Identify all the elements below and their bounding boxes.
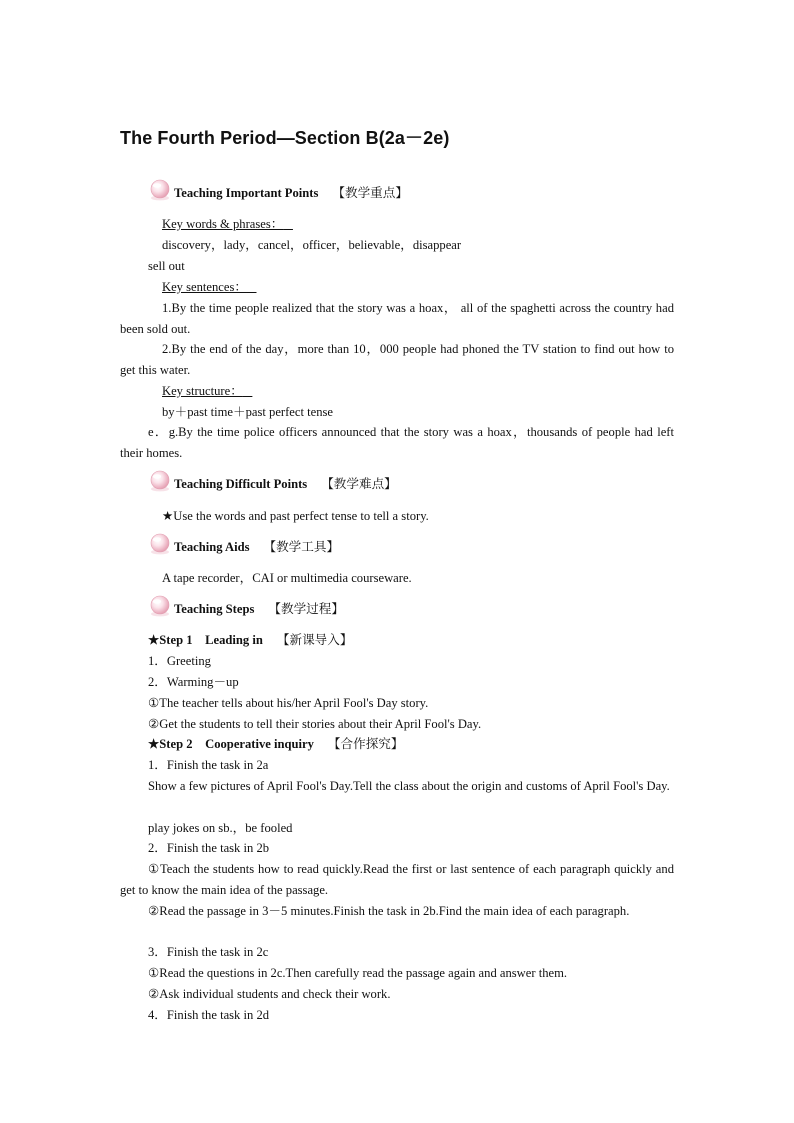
key-words-label: Key words & phrases： [162, 217, 284, 231]
step-cn: 【合作探究】 [327, 736, 404, 751]
key-words: discovery，lady，cancel，officer，believable，disappear [162, 238, 462, 252]
step-2-heading [148, 736, 403, 752]
step-2-item-1b: play jokes on sb.，be fooled [148, 821, 293, 835]
section-label: Teaching Steps [174, 602, 255, 616]
step-2-item-4: 4．Finish the task in 2d [148, 1008, 270, 1022]
pearl-bullet-icon [148, 594, 172, 618]
section-heading-aids [148, 532, 339, 556]
step-label: ★Step 2 Cooperative inquiry [148, 737, 314, 751]
section-heading-difficult [148, 469, 397, 493]
section-cn: 【教学过程】 [268, 601, 344, 616]
pearl-bullet-icon [148, 532, 172, 556]
step-2-item-2b: ②Read the passage in 3－5 minutes.Finish the task in 2b.Find the main idea of each paragraph. [148, 904, 630, 918]
step-2-item-2: 2．Finish the task in 2b [148, 841, 270, 855]
section-cn: 【教学工具】 [263, 539, 340, 554]
section-cn: 【教学难点】 [321, 476, 397, 491]
step-2-item-3b: ②Ask individual students and check their work. [148, 987, 391, 1001]
section-heading-steps [148, 594, 344, 618]
step-1-item-1: 1．Greeting [148, 654, 211, 668]
pearl-bullet-icon [148, 469, 172, 493]
step-1-item-2a: ①The teacher tells about his/her April Fool's Day story. [148, 696, 429, 710]
key-sentences-label: Key sentences： [162, 280, 247, 294]
section-label: Teaching Difficult Points [174, 477, 308, 491]
step-1-item-2: 2．Warming－up [148, 675, 239, 689]
difficult-point: ★Use the words and past perfect tense to tell a story. [162, 509, 429, 523]
section-label: Teaching Important Points [174, 186, 319, 200]
step-2-item-3a: ①Read the questions in 2c.Then carefully read the passage again and answer them. [148, 966, 568, 980]
page-title: The Fourth Period—Section B(2a－2e) [120, 128, 450, 148]
key-structure-label: Key structure： [162, 384, 243, 398]
teaching-aids: A tape recorder，CAI or multimedia courseware. [162, 571, 412, 585]
step-2-item-1: 1．Finish the task in 2a [148, 758, 269, 772]
structure: by＋past time＋past perfect tense [162, 405, 334, 419]
pearl-bullet-icon [148, 178, 172, 202]
step-2-item-1a: Show a few pictures of April Fool's Day.Tell the class about the origin and customs of April Fool's Day. [148, 779, 670, 793]
section-cn: 【教学重点】 [332, 185, 408, 200]
step-2-item-2a: ①Teach the students how to read quickly.Read the first or last sentence of each paragraph quickly and get to know the main idea of the passage. [120, 862, 674, 897]
step-label: ★Step 1 Leading in [148, 633, 263, 647]
sentence-2: 2.By the end of the day，more than 10，000 people had phoned the TV station to find out how to get this water. [120, 342, 674, 377]
sentence-1: 1.By the time people realized that the story was a hoax， all of the spaghetti across the country had been sold out. [120, 301, 674, 336]
phrase: sell out [148, 259, 185, 273]
step-2-item-3: 3．Finish the task in 2c [148, 945, 269, 959]
section-label: Teaching Aids [174, 540, 250, 554]
step-1-item-2b: ②Get the students to tell their stories about their April Fool's Day. [148, 717, 482, 731]
section-heading-important [148, 178, 408, 202]
step-cn: 【新课导入】 [276, 632, 353, 647]
step-1-heading [148, 632, 352, 648]
structure-example: e．g.By the time police officers announced that the story was a hoax，thousands of people had left their homes. [120, 425, 674, 460]
